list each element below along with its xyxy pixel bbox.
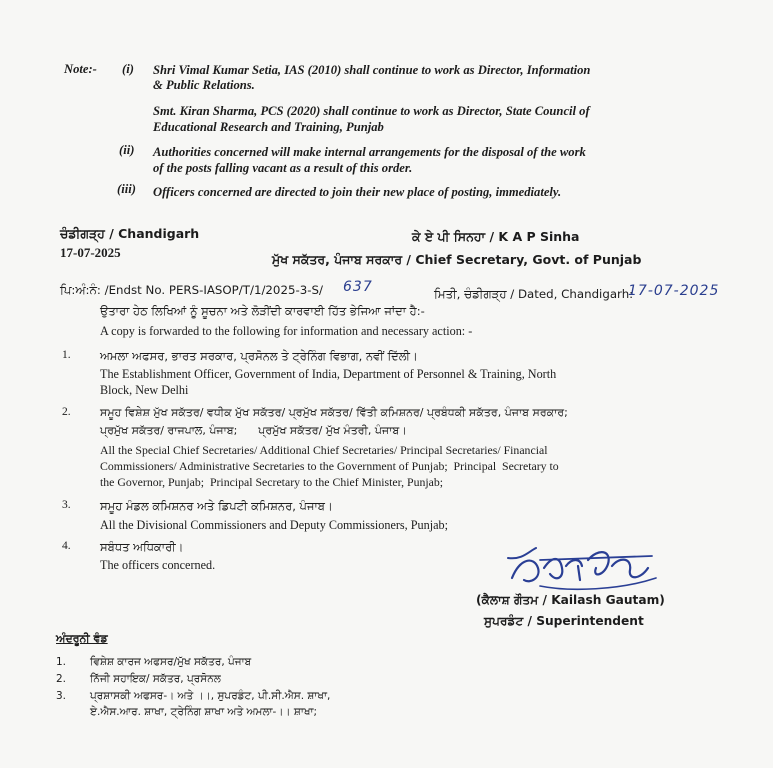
signatory-designation: ਮੁੱਖ ਸਕੱਤਰ, ਪੰਜਾਬ ਸਰਕਾਰ / Chief Secretary, Govt. of Punjab	[272, 252, 642, 267]
recipient-2-punjabi-line-2: ਪ੍ਰਮੁੱਖ ਸਕੱਤਰ/ ਰਾਜਪਾਲ, ਪੰਜਾਬ; ਪ੍ਰਮੁੱਖ ਸਕੱਤਰ/ ਮੁੱਖ ਮੰਤਰੀ, ਪੰਜਾਬ।	[100, 424, 407, 437]
recipient-1-punjabi: ਅਮਲਾ ਅਫਸਰ, ਭਾਰਤ ਸਰਕਾਰ, ਪ੍ਰਸੋਨਲ ਤੇ ਟ੍ਰੇਨਿੰਗ ਵਿਭਾਗ, ਨਵੀਂ ਦਿੱਲੀ।	[100, 349, 418, 363]
recipient-4-number: 4.	[62, 540, 71, 552]
endorsement-number-label: ਪਿ:ਅੰ:ਨੰ: /Endst No. PERS-IASOP/T/1/2025-3-S/	[60, 283, 323, 297]
recipient-4-english: The officers concerned.	[100, 558, 216, 572]
recipient-1-english-line-1: The Establishment Officer, Government of India, Department of Personnel & Training, North	[100, 367, 557, 381]
note-item-2-line-2: of the posts falling vacant as a result of this order.	[153, 161, 413, 175]
note-item-1-number: (i)	[122, 62, 134, 76]
recipient-2-punjabi-line-1: ਸਮੂਹ ਵਿਸ਼ੇਸ਼ ਮੁੱਖ ਸਕੱਤਰ/ ਵਧੀਕ ਮੁੱਖ ਸਕੱਤਰ/ ਪ੍ਰਮੁੱਖ ਸਕੱਤਰ/ ਵਿੱਤੀ ਕਮਿਸ਼ਨਰ/ ਪ੍ਰਬੰਧਕੀ ਸਕੱਤਰ, ਪੰਜਾਬ ਸਰਕਾਰ;	[100, 406, 568, 419]
recipient-2-english-line-1: All the Special Chief Secretaries/ Additional Chief Secretaries/ Principal Secretaries/ Financial	[100, 443, 548, 457]
note-item-1-line-1: Shri Vimal Kumar Setia, IAS (2010) shall continue to work as Director, Information	[153, 63, 591, 77]
recipient-2-number: 2.	[62, 406, 71, 418]
recipient-3-number: 3.	[62, 499, 71, 511]
internal-item-2-text: ਨਿੱਜੀ ਸਹਾਇਕ/ ਸਕੱਤਰ, ਪ੍ਰਸੋਨਲ	[90, 673, 221, 685]
internal-item-3-number: 3.	[56, 690, 67, 702]
recipient-4-punjabi: ਸਬੰਧਤ ਅਧਿਕਾਰੀ।	[100, 540, 184, 554]
note-item-1b-line-2: Educational Research and Training, Punjab	[153, 120, 384, 134]
internal-item-1-number: 1.	[56, 656, 67, 668]
signatory-designation-superintendent: ਸੁਪਰਡੰਟ / Superintendent	[484, 614, 644, 628]
recipient-3-punjabi: ਸਮੂਹ ਮੰਡਲ ਕਮਿਸ਼ਨਰ ਅਤੇ ਡਿਪਟੀ ਕਮਿਸ਼ਨਰ, ਪੰਜਾਬ।	[100, 499, 333, 513]
endorsement-number-handwritten: 637	[343, 279, 373, 295]
recipient-2-english-line-2: Commissioners/ Administrative Secretaries to the Government of Punjab; Principal Secretary to	[100, 459, 559, 473]
internal-item-3-line-2: ਏ.ਐਸ.ਆਰ. ਸ਼ਾਖਾ, ਟ੍ਰੇਨਿੰਗ ਸ਼ਾਖਾ ਅਤੇ ਅਮਲਾ-।। ਸ਼ਾਖਾ;	[90, 706, 318, 718]
copy-intro-punjabi: ਉਤਾਰਾ ਹੇਠ ਲਿਖਿਆਂ ਨੂੰ ਸੂਚਨਾ ਅਤੇ ਲੋੜੀਂਦੀ ਕਾਰਵਾਈ ਹਿੱਤ ਭੇਜਿਆ ਜਾਂਦਾ ਹੈ:-	[100, 304, 425, 318]
recipient-2-english-line-3: the Governor, Punjab; Principal Secretary to the Chief Minister, Punjab;	[100, 475, 444, 489]
internal-distribution-heading: ਅੰਦਰੂਨੀ ਵੰਡ	[56, 632, 108, 645]
note-item-3-line-1: Officers concerned are directed to join their new place of posting, immediately.	[153, 185, 562, 199]
note-item-1b-line-1: Smt. Kiran Sharma, PCS (2020) shall continue to work as Director, State Council of	[153, 104, 590, 118]
internal-item-1-text: ਵਿਸ਼ੇਸ਼ ਕਾਰਜ ਅਫਸਰ/ਮੁੱਖ ਸਕੱਤਰ, ਪੰਜਾਬ	[90, 656, 252, 668]
copy-intro-english: A copy is forwarded to the following for information and necessary action: -	[100, 324, 473, 338]
signature-image	[500, 538, 670, 598]
note-item-1-line-2: & Public Relations.	[153, 78, 255, 92]
signatory-name-superintendent: (ਕੈਲਾਸ਼ ਗੌਤਮ / Kailash Gautam)	[476, 593, 665, 607]
order-date: 17-07-2025	[60, 245, 121, 260]
recipient-3-english: All the Divisional Commissioners and Deputy Commissioners, Punjab;	[100, 518, 449, 532]
note-item-2-line-1: Authorities concerned will make internal arrangements for the disposal of the work	[153, 145, 586, 159]
recipient-1-english-line-2: Block, New Delhi	[100, 383, 189, 397]
note-item-2-number: (ii)	[119, 143, 135, 157]
internal-item-2-number: 2.	[56, 673, 67, 685]
place: ਚੰਡੀਗੜ੍ਹ / Chandigarh	[60, 226, 200, 241]
signatory-name: ਕੇ ਏ ਪੀ ਸਿਨਹਾ / K A P Sinha	[412, 229, 580, 244]
recipient-1-number: 1.	[62, 349, 71, 361]
endorsement-date-label: ਮਿਤੀ, ਚੰਡੀਗੜ੍ਹ / Dated, Chandigarh:	[434, 287, 634, 301]
endorsement-date-handwritten: 17-07-2025	[628, 283, 720, 299]
note-label: Note:-	[64, 62, 97, 76]
internal-item-3-line-1: ਪ੍ਰਸ਼ਾਸਕੀ ਅਫਸਰ-। ਅਤੇ ।।, ਸੁਪਰਡੰਟ, ਪੀ.ਸੀ.ਐਸ. ਸ਼ਾਖਾ,	[90, 690, 331, 702]
note-item-3-number: (iii)	[117, 182, 136, 196]
